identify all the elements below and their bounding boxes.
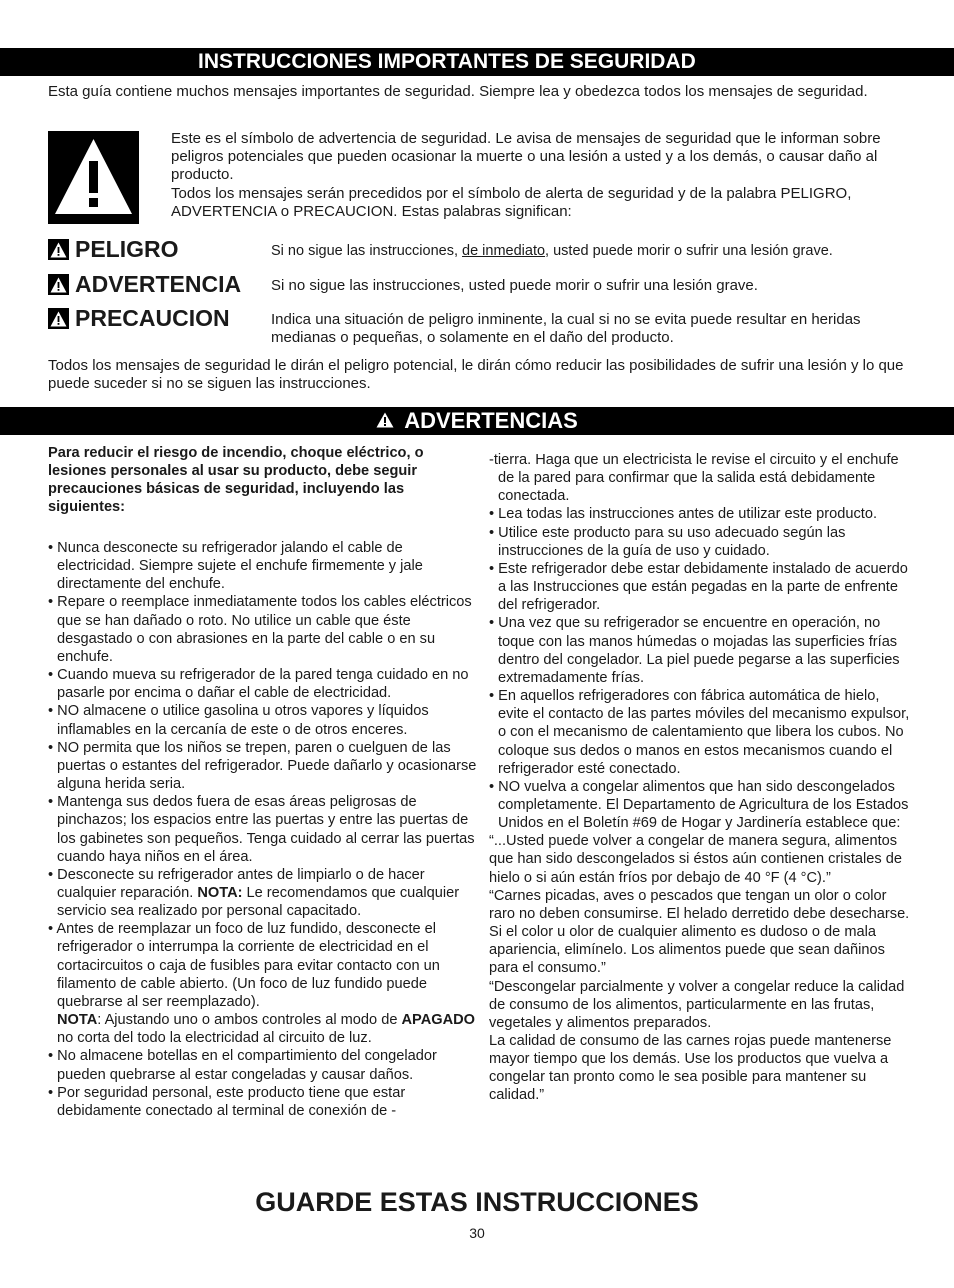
symbol-text: Este es el símbolo de advertencia de seguridad. Le avisa de mensajes de seguridad que le informan sobre peligros potenciales que pueden ocasionar la muerte o una lesión a usted y a los demás, o causar daño al producto. [171, 130, 881, 184]
list-item: • Una vez que su refrigerador se encuentre en operación, no toque con las manos húmedas o mojadas las superficies frías dentro del congelador. La piel puede pegarse a las superficies extremadamente frías. [489, 615, 900, 686]
signal-word: ADVERTENCIA [75, 271, 242, 297]
signal-word-advertencia [48, 271, 241, 298]
usda-quote: “Carnes picadas, aves o pescados que tengan un olor o color raro no deben consumirse. El helado derretido debe desecharse. Si el color u olor de cualquier alimento es dudoso o de mala apariencia, elimínelo. Los alimentos puede que sean dañinos para el consumo.” [489, 887, 910, 977]
list-item: • Nunca desconecte su refrigerador jalando el cable de electricidad. Siempre sujete el enchufe firmemente y jale directamente del enchufe. [48, 540, 423, 593]
list-item: • Repare o reemplace inmediatamente todos los cables eléctricos que se han dañado o roto. No utilice un cable que éste desgastado o con abrasiones en la parte del cable o en su enchufe. [48, 594, 472, 665]
list-item: • NO vuelva a congelar alimentos que han sido descongelados completamente. El Departamento de Agricultura de los Estados Unidos en el Boletín #69 de Hogar y Jardinería establece que: [489, 778, 909, 832]
list-item: • Utilice este producto para su uso adecuado según las instrucciones de la guía de uso y cuidado. [489, 524, 846, 559]
list-item-continuation: -tierra. Haga que un electricista le revise el circuito y el enchufe de la pared para confirmar que la salida está debidamente conectada. [489, 452, 899, 505]
list-item: • No almacene botellas en el compartimiento del congelador pueden quebrarse al estar congeladas y causar daños. [48, 1048, 437, 1083]
warnings-header-bar [0, 407, 954, 435]
warning-triangle-icon [48, 239, 69, 260]
list-item: • Antes de reemplazar un foco de luz fundido, desconecte el refrigerador o interrumpa la corriente de electricidad en el cortacircuitos o caja de fusibles para evitar contacto con un filamento de cable abierto. (Un foco de luz fundido puede quebrarse al ser reemplazado). [48, 921, 440, 1010]
note-text: no corta del todo la electricidad al circuito de luz. [57, 1030, 372, 1047]
list-item: • Este refrigerador debe estar debidamente instalado de acuerdo a las Instrucciones que están pegadas en la parte de enfrente del refrigerador. [489, 560, 908, 614]
intro-paragraph: Esta guía contiene muchos mensajes importantes de seguridad. Siempre lea y obedezca todos los mensajes de seguridad. [48, 83, 868, 100]
def-text: , usted puede morir o sufrir una lesión grave. [545, 243, 833, 259]
safety-header-title: INSTRUCCIONES IMPORTANTES DE SEGURIDAD [198, 50, 696, 73]
safety-header-bar [0, 48, 954, 76]
def-underline: de inmediato [462, 243, 546, 259]
summary-paragraph: Todos los mensajes de seguridad le dirán el peligro potencial, le dirán cómo reducir las posibilidades de sufrir una lesión y lo que puede suceder si no se siguen las instrucciones. [48, 357, 904, 393]
signal-word: PRECAUCION [75, 305, 230, 331]
warnings-lead: Para reducir el riesgo de incendio, choque eléctrico, o lesiones personales al usar su producto, debe seguir precauciones básicas de seguridad, incluyendo las siguientes: [48, 445, 424, 516]
warning-triangle-icon [48, 308, 69, 329]
list-item: • Cuando mueva su refrigerador de la pared tenga cuidado en no pasarle por encima o dañar el cable de electricidad. [48, 667, 469, 702]
list-item: • NO permita que los niños se trepen, paren o cuelguen de las puertas o estantes del refrigerador. Puede dañarlo y ocasionarse alguna herida seria. [48, 739, 477, 793]
symbol-description [171, 130, 911, 221]
list-item: • Lea todas las instrucciones antes de utilizar este producto. [489, 506, 878, 523]
list-item [48, 866, 478, 920]
item-text: Le recomendamos que cualquier servicio sea realizado por personal capacitado. [57, 884, 460, 920]
signal-definition-precaucion: Indica una situación de peligro inminente, la cual si no se evita puede resultar en heridas medianas o pequeñas, o solamente en el daño del producto. [271, 311, 861, 347]
note-bold: NOTA [57, 1012, 98, 1029]
signal-word-peligro [48, 236, 179, 263]
def-text: Si no sigue las instrucciones, [271, 243, 463, 259]
list-item-note [48, 1011, 478, 1047]
list-item: • NO almacene o utilice gasolina u otros vapores y líquidos inflamables en la cercanía de este o de otros enceres. [48, 703, 429, 738]
footer-title: GUARDE ESTAS INSTRUCCIONES [255, 1187, 699, 1217]
list-item: • Por seguridad personal, este producto tiene que estar debidamente conectado al terminal de conexión de - [48, 1084, 406, 1119]
item-bold: NOTA: [197, 884, 243, 901]
signal-definition-peligro [271, 242, 901, 260]
warning-triangle-icon [376, 408, 394, 434]
note-bold: APAGADO [401, 1012, 476, 1029]
signal-definition-advertencia: Si no sigue las instrucciones, usted puede morir o sufrir una lesión grave. [271, 277, 758, 294]
signal-intro-text: Todos los mensajes serán precedidos por el símbolo de alerta de seguridad y de la palabra PELIGRO, ADVERTENCIA o PRECAUCION. Estas palabras significan: [171, 184, 852, 220]
signal-word-precaucion [48, 305, 230, 332]
warnings-title: ADVERTENCIAS [404, 408, 578, 433]
list-item: • En aquellos refrigeradores con fábrica automática de hielo, evite el contacto de las partes móviles del mecanismo expulsor, o con el mecanismo de calentamiento que libera los cubos. No coloque sus dedos o manos en estos mecanismos cuando el refrigerador esté conectado. [489, 688, 910, 777]
note-text: : Ajustando uno o ambos controles al modo de [97, 1012, 402, 1029]
usda-quote: La calidad de consumo de las carnes rojas puede mantenerse mayor tiempo que los demás. Use los productos que vuelva a congelar tan pronto como le sea posible para mantener su calidad.” [489, 1033, 892, 1104]
list-item: • Mantenga sus dedos fuera de esas áreas peligrosas de pinchazos; los espacios entre las puertas y entre las puertas de los gabinetes son pequeños. Tenga cuidado al cerrar las puertas cuando haya niños en el área. [48, 794, 475, 865]
usda-quote: “Descongelar parcialmente y volver a congelar reduce la calidad de consumo de los alimentos, particularmente en las frutas, vegetales y alimentos preparados. [489, 978, 905, 1031]
warnings-right-list [489, 451, 914, 1105]
usda-quote: “...Usted puede volver a congelar de manera segura, alimentos que han sido descongelados si éstos aún contienen cristales de hielo o si aún están fríos por debajo de 40 °F (4 °C).” [489, 833, 902, 886]
page-number: 30 [469, 1225, 485, 1241]
warnings-left-list [48, 539, 478, 1120]
warning-triangle-icon [48, 131, 139, 224]
warning-triangle-icon [48, 274, 69, 295]
item-text: • Desconecte su refrigerador antes de limpiarlo o de hacer cualquier reparación. [48, 866, 425, 901]
signal-word: PELIGRO [75, 236, 179, 262]
